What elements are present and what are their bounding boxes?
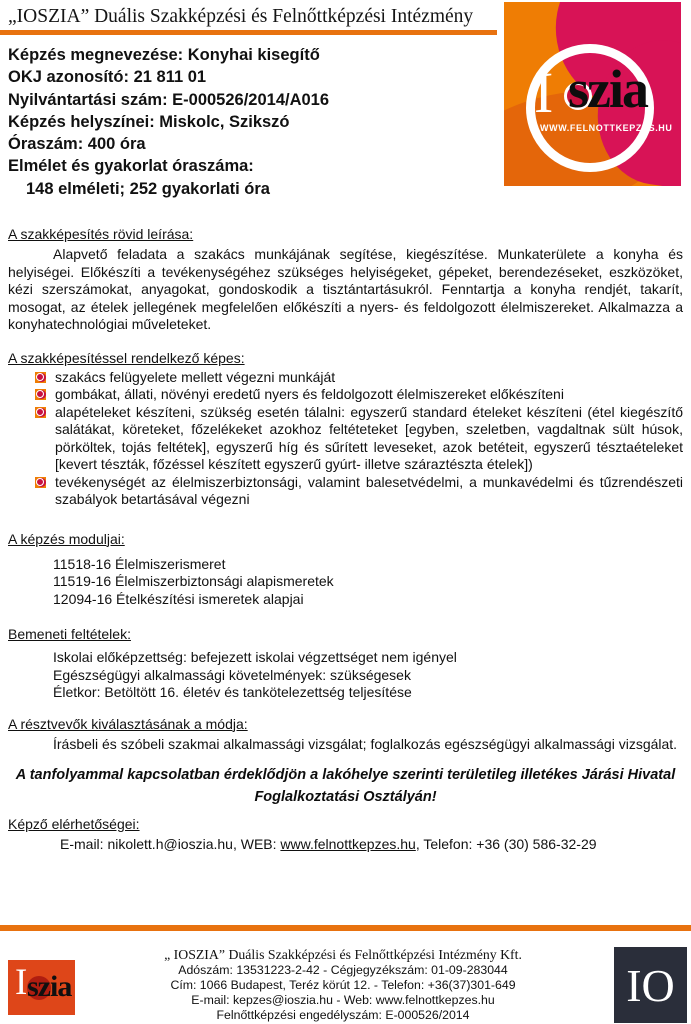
section-heading-capabilities bbox=[8, 350, 683, 367]
capability-text: tevékenységét az élelmiszerbiztonsági, valamint balesetvédelmi, a munkavédelmi és tűzrendészeti szabályok betartásával végezni bbox=[55, 473, 683, 508]
entry-requirements-list bbox=[8, 649, 683, 702]
hours-line: Óraszám: 400 óra bbox=[8, 135, 146, 154]
list-item bbox=[0, 474, 683, 509]
section-heading-text: A képzés moduljai: bbox=[8, 530, 125, 547]
module-line: 12094-16 Ételkészítési ismeretek alapjai bbox=[53, 590, 304, 607]
footer-logo-letter-i: I bbox=[15, 962, 28, 1003]
capability-text: gombákat, állati, növényi eredetű nyers és feldolgozott élelmiszereket előkészíteni bbox=[55, 386, 564, 403]
bullet-logo-icon bbox=[35, 389, 46, 400]
logo-letter-i: I bbox=[534, 60, 554, 125]
section-heading-text: A résztvevők kiválasztásának a módja: bbox=[8, 715, 248, 732]
footer-logo-letters-szia: szia bbox=[27, 970, 72, 1003]
module-line: 11519-16 Élelmiszerbiztonsági alapismeretek bbox=[53, 573, 334, 590]
contact-suffix: , Telefon: +36 (30) 586-32-29 bbox=[415, 836, 597, 853]
contact-line bbox=[0, 836, 691, 854]
bullet-logo-icon bbox=[35, 477, 46, 488]
footer-io-logo: IO bbox=[614, 947, 687, 1023]
section-heading-entry-requirements bbox=[8, 626, 683, 643]
section-heading-text: Bemeneti feltételek: bbox=[8, 626, 131, 643]
capability-text: alapételeket készíteni, szükség esetén tálalni: egyszerű standard ételeket készíteni (étel kiegészítő salátákat, köreteket, főzelékeket azokhoz feltéteteket [egyben, szeletben, vagdaltnak sült húsok, pörköltek, tojás feltétek], egyszerű híg és sűrített leveseket, azok betéteit, egyszerű tésztaételeket [kevert tészták, főzéssel készített egyszerű gyúrt- illetve száraztészta ételek]) bbox=[55, 403, 683, 473]
footer-address-line: Cím: 1066 Budapest, Teréz körút 12. - Telefon: +36(37)301-649 bbox=[170, 978, 516, 992]
section-heading-text: A szakképesítés rövid leírása: bbox=[8, 226, 194, 243]
footer-company-name: „ IOSZIA” Duális Szakképzési és Felnőttképzési Intézmény Kft. bbox=[164, 947, 522, 962]
capability-text: szakács felügyelete mellett végezni munkáját bbox=[55, 368, 336, 385]
section-heading-selection bbox=[8, 716, 683, 733]
entry-requirement-line: Életkor: Betöltött 16. életév és tankötelezettség teljesítése bbox=[53, 684, 412, 701]
section-heading-contact bbox=[8, 816, 683, 833]
logo-website-text: WWW.FELNOTTKEPZES.HU bbox=[540, 123, 673, 133]
module-line: 11518-16 Élelmiszerismeret bbox=[53, 555, 226, 572]
theory-practice-hours-line: 148 elméleti; 252 gyakorlati óra bbox=[26, 179, 270, 198]
entry-requirement-line: Egészségügyi alkalmassági követelmények: szükségesek bbox=[53, 666, 411, 683]
entry-requirement-line: Iskolai előképzettség: befejezett iskolai végzettséget nem igényel bbox=[53, 649, 457, 666]
course-name-line: Képzés megnevezése: Konyhai kisegítő bbox=[8, 46, 320, 64]
felnottkepzes-link[interactable]: www.felnottkepzes.hu bbox=[280, 836, 416, 853]
header-divider bbox=[0, 30, 497, 35]
footer-body bbox=[0, 931, 691, 1024]
section-heading-text: Képző elérhetőségei: bbox=[8, 816, 140, 833]
logo-letters-szia: szia bbox=[568, 59, 647, 119]
bullet-logo-icon bbox=[35, 407, 46, 418]
list-item bbox=[0, 404, 683, 474]
footer-license-line: Felnőttképzési engedélyszám: E-000526/2014 bbox=[216, 1008, 470, 1022]
capabilities-list bbox=[0, 369, 683, 509]
okj-id-line: OKJ azonosító: 21 811 01 bbox=[8, 68, 207, 87]
bullet-logo-icon bbox=[35, 372, 46, 383]
locations-line: Képzés helyszínei: Miskolc, Szikszó bbox=[8, 112, 290, 131]
registry-number-line: Nyilvántartási szám: E-000526/2014/A016 bbox=[8, 90, 330, 109]
selection-paragraph: Írásbeli és szóbeli szakmai alkalmassági vizsgálat; foglalkozás egészségügyi alkalmassági vizsgálat. bbox=[53, 735, 678, 752]
footer-company-info bbox=[90, 947, 596, 1023]
masthead-title: „IOSZIA” Duális Szakképzési és Felnőttképzési Intézmény bbox=[8, 6, 474, 27]
contact-prefix: E-mail: nikolett.h@ioszia.hu, WEB: bbox=[60, 836, 281, 853]
footer-ioszia-logo bbox=[8, 960, 75, 1015]
footer bbox=[0, 925, 691, 1024]
ioszia-logo bbox=[504, 2, 681, 186]
job-office-notice: A tanfolyammal kapcsolatban érdeklődjön a lakóhelye szerinti területileg illetékes Járási Hivatal Foglalkoztatási Osztályán! bbox=[15, 767, 676, 805]
list-item bbox=[0, 369, 683, 387]
footer-tax-line: Adószám: 13531223-2-42 - Cégjegyzékszám: 01-09-283044 bbox=[178, 963, 508, 977]
theory-practice-label-line: Elmélet és gyakorlat óraszáma: bbox=[8, 157, 254, 176]
list-item bbox=[0, 386, 683, 404]
description-paragraph: Alapvető feladata a szakács munkájának segítése, kiegészítése. Munkaterülete a konyha és helyiségei. Előkészíti a tevékenységéhez szükséges helyiségeket, gépeket, berendezéseket, eszközöket, kézi szerszámokat, anyagokat, gondoskodik a tisztántartásukról. Fenntartja a konyha rendjét, takarít, mosogat, az ételek jellegének megfelelően előkészíti a nyers- és feldolgozott élelmiszereket. Alkalmazza a konyhatechnológiai műveleteket. bbox=[8, 246, 683, 333]
section-heading-text: A szakképesítéssel rendelkező képes: bbox=[8, 349, 245, 366]
footer-email-web-line: E-mail: kepzes@ioszia.hu - Web: www.felnottkepzes.hu bbox=[191, 993, 495, 1007]
section-heading-modules bbox=[8, 531, 683, 548]
section-heading-description bbox=[8, 226, 683, 243]
modules-list bbox=[8, 556, 683, 609]
